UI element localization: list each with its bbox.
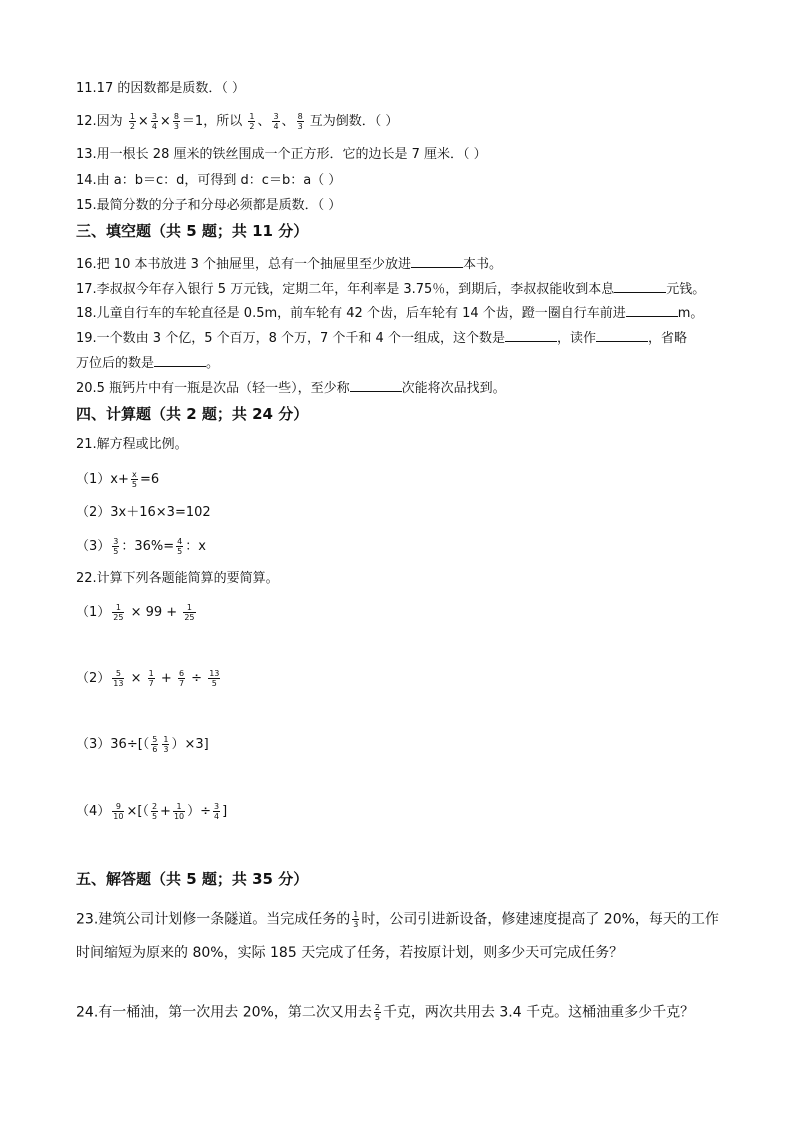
- question-22: 22.计算下列各题能简算的要简算。: [76, 571, 279, 586]
- fraction: $\frac{6}{7}$: [178, 669, 185, 688]
- answer-blank[interactable]: [614, 280, 666, 293]
- fraction: $\frac{3}{4}$: [151, 112, 157, 131]
- fraction: $\frac{5}{6}$: [152, 735, 158, 754]
- answer-blank[interactable]: [350, 379, 402, 392]
- question-20: 20.5 瓶钙片中有一瓶是次品（轻一些），至少称 次能将次品找到。: [76, 381, 506, 396]
- question-11: 11.17 的因数都是质数．（ ）: [76, 81, 245, 96]
- question-12: 12.因为 $\frac{1}{2}$ × $\frac{3}{4}$ × $\frac{8}{3}$ ＝1，所以 $\frac{1}{2}$ 、 $\frac{3}{4}$ 、 $\frac{8}{3}$ 互为倒数．（ ）: [76, 112, 399, 131]
- fraction: $\frac{2}{5}$: [151, 802, 158, 821]
- section-5-heading: 五、解答题（共 5 题；共 35 分）: [76, 870, 309, 888]
- fraction: $\frac{1}{2}$: [129, 112, 135, 131]
- fraction: $\frac{9}{10}$: [113, 802, 124, 821]
- answer-blank[interactable]: [626, 304, 678, 317]
- question-13: 13.用一根长 28 厘米的铁丝围成一个正方形．它的边长是 7 厘米．（ ）: [76, 147, 487, 162]
- question-16: 16.把 10 本书放进 3 个抽屉里，总有一个抽屉里至少放进 本书。: [76, 257, 503, 272]
- fraction: $\frac{1}{2}$: [249, 112, 255, 131]
- fraction: $\frac{1}{3}$: [353, 910, 359, 929]
- question-21-2: （2）3x＋16×3=102: [76, 505, 211, 520]
- fraction: $\frac{5}{13}$: [113, 669, 124, 688]
- question-21-3: （3） $\frac{3}{5}$ ：36%= $\frac{4}{5}$ ：x: [76, 537, 206, 556]
- question-19: 19.一个数由 3 个亿，5 个百万，8 个万，7 个千和 4 个一组成，这个数是 ，读作 ，省略: [76, 331, 687, 346]
- fraction: $\frac{8}{3}$: [297, 112, 303, 131]
- answer-blank[interactable]: [411, 255, 463, 268]
- fraction: $\frac{4}{5}$: [177, 537, 183, 556]
- question-22-1: （1） $\frac{1}{25}$ × 99 + $\frac{1}{25}$: [76, 603, 195, 622]
- question-24: 24.有一桶油，第一次用去 20%，第二次又用去 $\frac{2}{5}$ 千克，两次共用去 3.4 千克。这桶油重多少千克？: [76, 1003, 695, 1022]
- question-17: 17.李叔叔今年存入银行 5 万元钱，定期二年，年利率是 3.75％，到期后，李叔叔能收到本息 元钱。: [76, 282, 706, 297]
- answer-blank[interactable]: [596, 329, 648, 342]
- question-21: 21.解方程或比例。: [76, 437, 188, 452]
- question-22-3: （3）36÷[（ $\frac{5}{6}$ $\frac{1}{3}$ ）×3]: [76, 735, 209, 754]
- fraction: $\frac{1}{25}$: [184, 603, 195, 622]
- fraction: $\frac{13}{5}$: [209, 669, 220, 688]
- question-23: 23.建筑公司计划修一条隧道。当完成任务的 $\frac{1}{3}$ 时，公司引进新设备，修建速度提高了 20%，每天的工作: [76, 910, 719, 929]
- fraction: $\frac{2}{5}$: [374, 1003, 380, 1022]
- question-19-cont: 万位后的数是 。: [76, 356, 220, 371]
- section-3-heading: 三、填空题（共 5 题；共 11 分）: [76, 222, 309, 240]
- question-23-cont: 时间缩短为原来的 80%，实际 185 天完成了任务，若按原计划，则多少天可完成任务？: [76, 945, 624, 961]
- section-4-heading: 四、计算题（共 2 题；共 24 分）: [76, 405, 309, 423]
- fraction: $\frac{1}{3}$: [163, 735, 169, 754]
- fraction: $\frac{3}{4}$: [273, 112, 279, 131]
- fraction: $\frac{1}{10}$: [173, 802, 185, 821]
- question-22-4: （4） $\frac{9}{10}$ ×[（ $\frac{2}{5}$ + $\frac{1}{10}$ ）÷ $\frac{3}{4}$ ]: [76, 802, 228, 821]
- answer-blank[interactable]: [154, 354, 206, 367]
- question-21-1: （1）x+ $\frac{x}{5}$ =6: [76, 470, 160, 489]
- question-15: 15.最简分数的分子和分母必须都是质数．（ ）: [76, 198, 342, 213]
- question-22-2: （2） $\frac{5}{13}$ × $\frac{1}{7}$ + $\frac{6}{7}$ ÷ $\frac{13}{5}$: [76, 669, 220, 688]
- fraction: $\frac{1}{7}$: [148, 669, 154, 688]
- answer-blank[interactable]: [505, 329, 557, 342]
- fraction: $\frac{1}{25}$: [113, 603, 124, 622]
- fraction: $\frac{8}{3}$: [173, 112, 179, 131]
- fraction: $\frac{x}{5}$: [131, 470, 137, 489]
- question-14: 14.由 a：b＝c：d，可得到 d：c＝b：a（ ）: [76, 173, 342, 188]
- fraction: $\frac{3}{4}$: [214, 802, 220, 821]
- question-18: 18.儿童自行车的车轮直径是 0.5m，前车轮有 42 个齿，后车轮有 14 个齿，蹬一圈自行车前进 m。: [76, 306, 704, 321]
- fraction: $\frac{3}{5}$: [113, 537, 119, 556]
